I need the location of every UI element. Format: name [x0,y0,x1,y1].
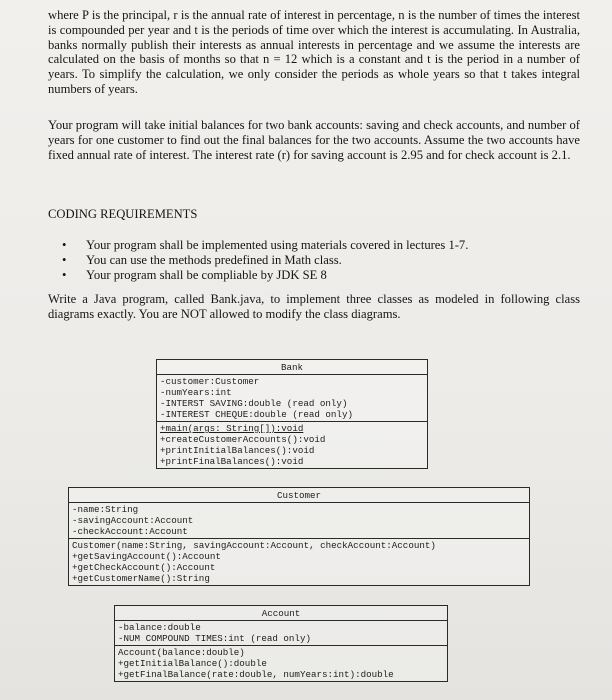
bullet-icon: • [62,238,67,252]
customer-class-diagram [68,487,530,586]
bullet-icon: • [62,253,67,267]
attribute: -NUM COMPOUND TIMES:int (read only) [118,633,311,644]
method: +getCheckAccount():Account [72,562,216,573]
method: Customer(name:String, savingAccount:Account, checkAccount:Account) [72,540,436,551]
attribute: -savingAccount:Account [72,515,194,526]
attribute: -customer:Customer [160,376,260,387]
bullet-icon: • [62,268,67,282]
attribute: -name:String [72,504,139,515]
methods-section [157,421,427,468]
method: +getInitialBalance():double [118,658,267,669]
method: +printFinalBalances():void [160,456,304,467]
list-item: • Your program shall be implemented using materials covered in lectures 1-7. [62,238,469,252]
task-paragraph: Write a Java program, called Bank.java, to implement three classes as modeled in following class diagrams exactly. You are NOT allowed to modify the class diagrams. [48,292,580,321]
list-item: • Your program shall be compliable by JDK SE 8 [62,268,327,282]
method: +printInitialBalances():void [160,445,315,456]
method: +main(args: String[]):void [160,423,304,434]
coding-requirements-heading: CODING REQUIREMENTS [48,207,198,221]
class-name: Bank [157,360,427,375]
method: +getFinalBalance(rate:double, numYears:int):double [118,669,394,680]
class-name: Account [115,606,447,621]
methods-section [69,538,529,585]
class-name: Customer [69,488,529,503]
attribute: -checkAccount:Account [72,526,188,537]
attributes-section [157,375,427,421]
list-item: • You can use the methods predefined in Math class. [62,253,342,267]
program-paragraph: Your program will take initial balances for two bank accounts: saving and check accounts, and number of years for one customer to find out the final balances for the two accounts. Assume the two accounts have fixed annual rate of interest. The interest rate (r) for saving account is 2.95 and for check account is 2.1. [48,118,580,162]
methods-section [115,645,447,681]
attribute: -INTERST SAVING:double (read only) [160,398,348,409]
method: +getSavingAccount():Account [72,551,221,562]
attribute: -balance:double [118,622,201,633]
requirements-list [62,238,468,283]
bank-class-diagram [156,359,428,469]
method: +getCustomerName():String [72,573,210,584]
method: +createCustomerAccounts():void [160,434,326,445]
account-class-diagram [114,605,448,682]
intro-paragraph: where P is the principal, r is the annual rate of interest in percentage, n is the number of times the interest is compounded per year and t is the periods of time over which the interest is accumulating. In Australia, banks normally publish their interests as annual interests in percentage and we assume the interests are calculated on the basis of months so that n = 12 which is a constant and t is the period in a number of years. To simplify the calculation, we only consider the periods as whole years so that t takes integral numbers of years. [48,8,580,96]
attributes-section [69,503,529,538]
method: Account(balance:double) [118,647,245,658]
attribute: -numYears:int [160,387,232,398]
attributes-section [115,621,447,645]
attribute: -INTEREST CHEQUE:double (read only) [160,409,353,420]
